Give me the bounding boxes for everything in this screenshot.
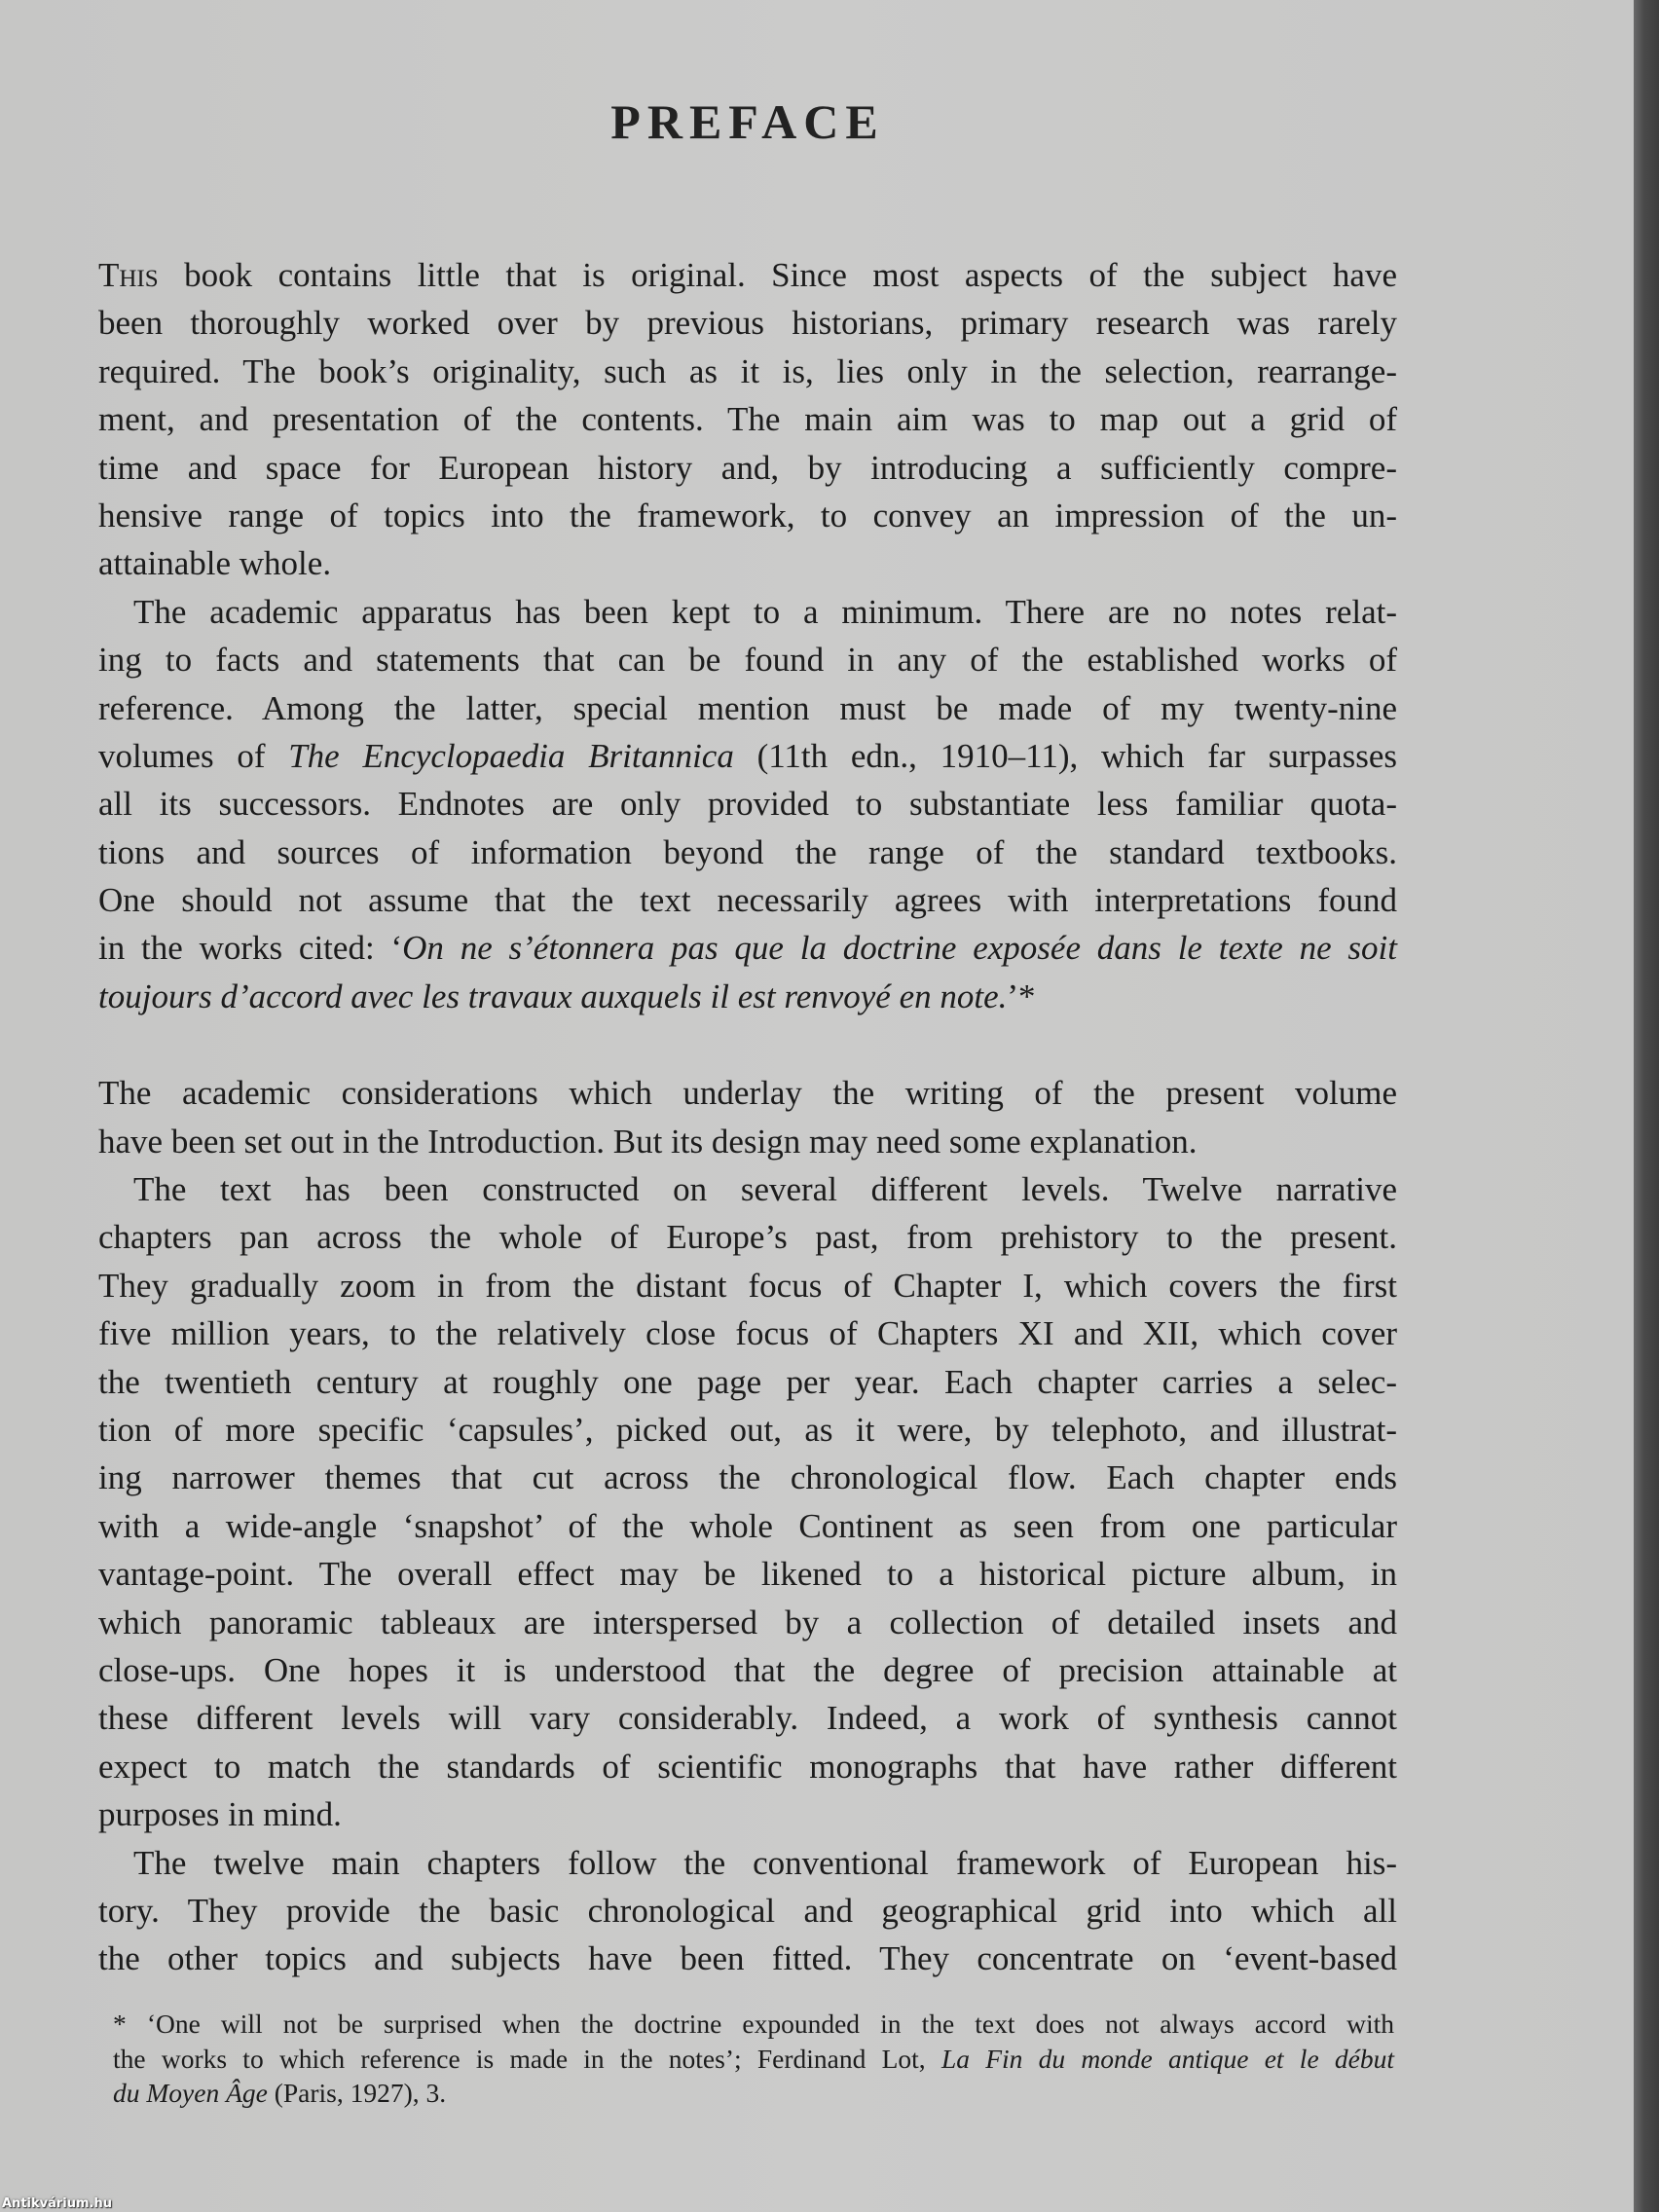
- text-run: required. The book’s originality, such as it is, lies only in the selection, rearrange-: [98, 351, 1397, 390]
- watermark: Antikvárium.hu: [2, 2196, 112, 2211]
- text-run: have been set out in the Introduction. But its design may need some explanation.: [98, 1122, 1198, 1161]
- text-run: the other topics and subjects have been fitted. They concentrate on ‘event-based: [98, 1939, 1397, 1978]
- italic-text: On ne s’étonnera pas que la doctrine exposée dans le texte ne soit: [402, 929, 1397, 968]
- text-line: [98, 1165, 1397, 1213]
- text-line: [98, 1550, 1397, 1598]
- text-line: [98, 1358, 1397, 1406]
- text-line: [98, 1694, 1397, 1742]
- text-line: [98, 1406, 1397, 1454]
- text-line: [98, 732, 1397, 780]
- text-run: The academic considerations which underlay the writing of the present volume: [98, 1074, 1397, 1113]
- text-run: ing narrower themes that cut across the chronological flow. Each chapter ends: [98, 1458, 1397, 1497]
- text-run: ing to facts and statements that can be found in any of the established works of: [98, 641, 1397, 680]
- text-line: [98, 1887, 1397, 1935]
- text-line: [98, 348, 1397, 395]
- body-text: [98, 251, 1397, 1983]
- text-run: (11th edn., 1910–11), which far surpasses: [733, 736, 1397, 775]
- paragraph: [98, 251, 1397, 588]
- text-line: [98, 1309, 1397, 1357]
- footnote-text: [113, 2007, 1394, 2111]
- text-line: [98, 1118, 1397, 1165]
- text-run: tion of more specific ‘capsules’, picked out, as it were, by telephoto, and illustrat-: [98, 1410, 1397, 1449]
- text-run: * ‘One will not be surprised when the doctrine expounded in the text does not always accord with: [113, 2009, 1394, 2039]
- text-line: [98, 1454, 1397, 1501]
- text-line: [98, 492, 1397, 539]
- text-run: The text has been constructed on several different levels. Twelve narrative: [133, 1170, 1397, 1209]
- text-line: [98, 1646, 1397, 1694]
- text-line: [98, 1790, 1397, 1838]
- text-line: [98, 684, 1397, 732]
- text-run: time and space for European history and, by introducing a sufficiently compre-: [98, 448, 1397, 487]
- text-line: [113, 2042, 1394, 2077]
- text-line: [98, 299, 1397, 347]
- text-line: [98, 395, 1397, 443]
- text-run: attainable whole.: [98, 544, 332, 583]
- book-spine-shadow: [1634, 0, 1659, 2212]
- text-line: [98, 539, 1397, 587]
- text-line: [98, 444, 1397, 492]
- text-run: five million years, to the relatively close focus of Chapters XI and XII, which cover: [98, 1314, 1397, 1353]
- italic-text: du Moyen Âge: [113, 2078, 268, 2108]
- text-line: [98, 1502, 1397, 1550]
- text-line: [98, 1935, 1397, 1982]
- text-run: tions and sources of information beyond the range of the standard textbooks.: [98, 832, 1397, 871]
- text-line: [98, 876, 1397, 924]
- smallcaps-text: This: [98, 256, 159, 294]
- text-line: [98, 636, 1397, 683]
- text-run: The academic apparatus has been kept to a minimum. There are no notes relat-: [133, 592, 1397, 631]
- text-run: these different levels will vary considerably. Indeed, a work of synthesis cannot: [98, 1699, 1397, 1738]
- text-run: the works to which reference is made in the notes’; Ferdinand Lot,: [113, 2043, 941, 2074]
- text-run: chapters pan across the whole of Europe’s past, from prehistory to the present.: [98, 1218, 1397, 1257]
- text-run: close-ups. One hopes it is understood that the degree of precision attainable at: [98, 1650, 1397, 1689]
- text-line: [98, 1599, 1397, 1646]
- text-line: [113, 2007, 1394, 2042]
- text-line: [98, 1839, 1397, 1887]
- text-run: purposes in mind.: [98, 1795, 342, 1834]
- text-run: They gradually zoom in from the distant focus of Chapter I, which covers the first: [98, 1266, 1397, 1305]
- text-run: (Paris, 1927), 3.: [267, 2078, 447, 2108]
- paragraph: [98, 1165, 1397, 1838]
- paragraph: [98, 588, 1397, 1021]
- text-run: expect to match the standards of scientific monographs that have rather different: [98, 1747, 1397, 1786]
- text-run: book contains little that is original. Since most aspects of the subject have: [158, 256, 1397, 294]
- text-line: [98, 588, 1397, 636]
- text-run: tory. They provide the basic chronological and geographical grid into which all: [98, 1891, 1397, 1930]
- text-line: [98, 1069, 1397, 1117]
- text-line: [98, 251, 1397, 299]
- text-run: which panoramic tableaux are interspersed by a collection of detailed insets and: [98, 1603, 1397, 1641]
- paragraph: [98, 1069, 1397, 1165]
- text-run: vantage-point. The overall effect may be likened to a historical picture album, in: [98, 1555, 1397, 1594]
- text-line: [98, 973, 1397, 1020]
- text-run: the twentieth century at roughly one page per year. Each chapter carries a selec-: [98, 1362, 1397, 1401]
- page-title: PREFACE: [610, 94, 885, 149]
- text-line: [98, 1743, 1397, 1790]
- text-run: reference. Among the latter, special mention must be made of my twenty-nine: [98, 688, 1397, 727]
- text-line: [98, 780, 1397, 828]
- text-line: [98, 924, 1397, 972]
- text-run: been thoroughly worked over by previous historians, primary research was rarely: [98, 304, 1397, 343]
- text-run: The twelve main chapters follow the conventional framework of European his-: [133, 1843, 1397, 1882]
- text-run: ’*: [1007, 977, 1036, 1015]
- text-run: ment, and presentation of the contents. The main aim was to map out a grid of: [98, 400, 1397, 439]
- italic-text: The Encyclopaedia Britannica: [288, 736, 734, 775]
- text-line: [113, 2076, 1394, 2111]
- text-run: all its successors. Endnotes are only provided to substantiate less familiar quota-: [98, 785, 1397, 824]
- paragraph: [98, 1839, 1397, 1983]
- text-line: [98, 1262, 1397, 1309]
- text-line: [98, 829, 1397, 876]
- footnote: [113, 2007, 1394, 2111]
- italic-text: toujours d’accord avec les travaux auxquels il est renvoyé en note.: [98, 977, 1008, 1015]
- text-run: volumes of: [98, 736, 289, 775]
- text-run: hensive range of topics into the framework, to convey an impression of the un-: [98, 496, 1397, 535]
- italic-text: La Fin du monde antique et le début: [940, 2043, 1394, 2074]
- text-run: One should not assume that the text necessarily agrees with interpretations found: [98, 881, 1397, 920]
- text-line: [98, 1213, 1397, 1261]
- text-run: in the works cited: ‘: [98, 929, 403, 968]
- text-run: with a wide-angle ‘snapshot’ of the whole Continent as seen from one particular: [98, 1506, 1397, 1545]
